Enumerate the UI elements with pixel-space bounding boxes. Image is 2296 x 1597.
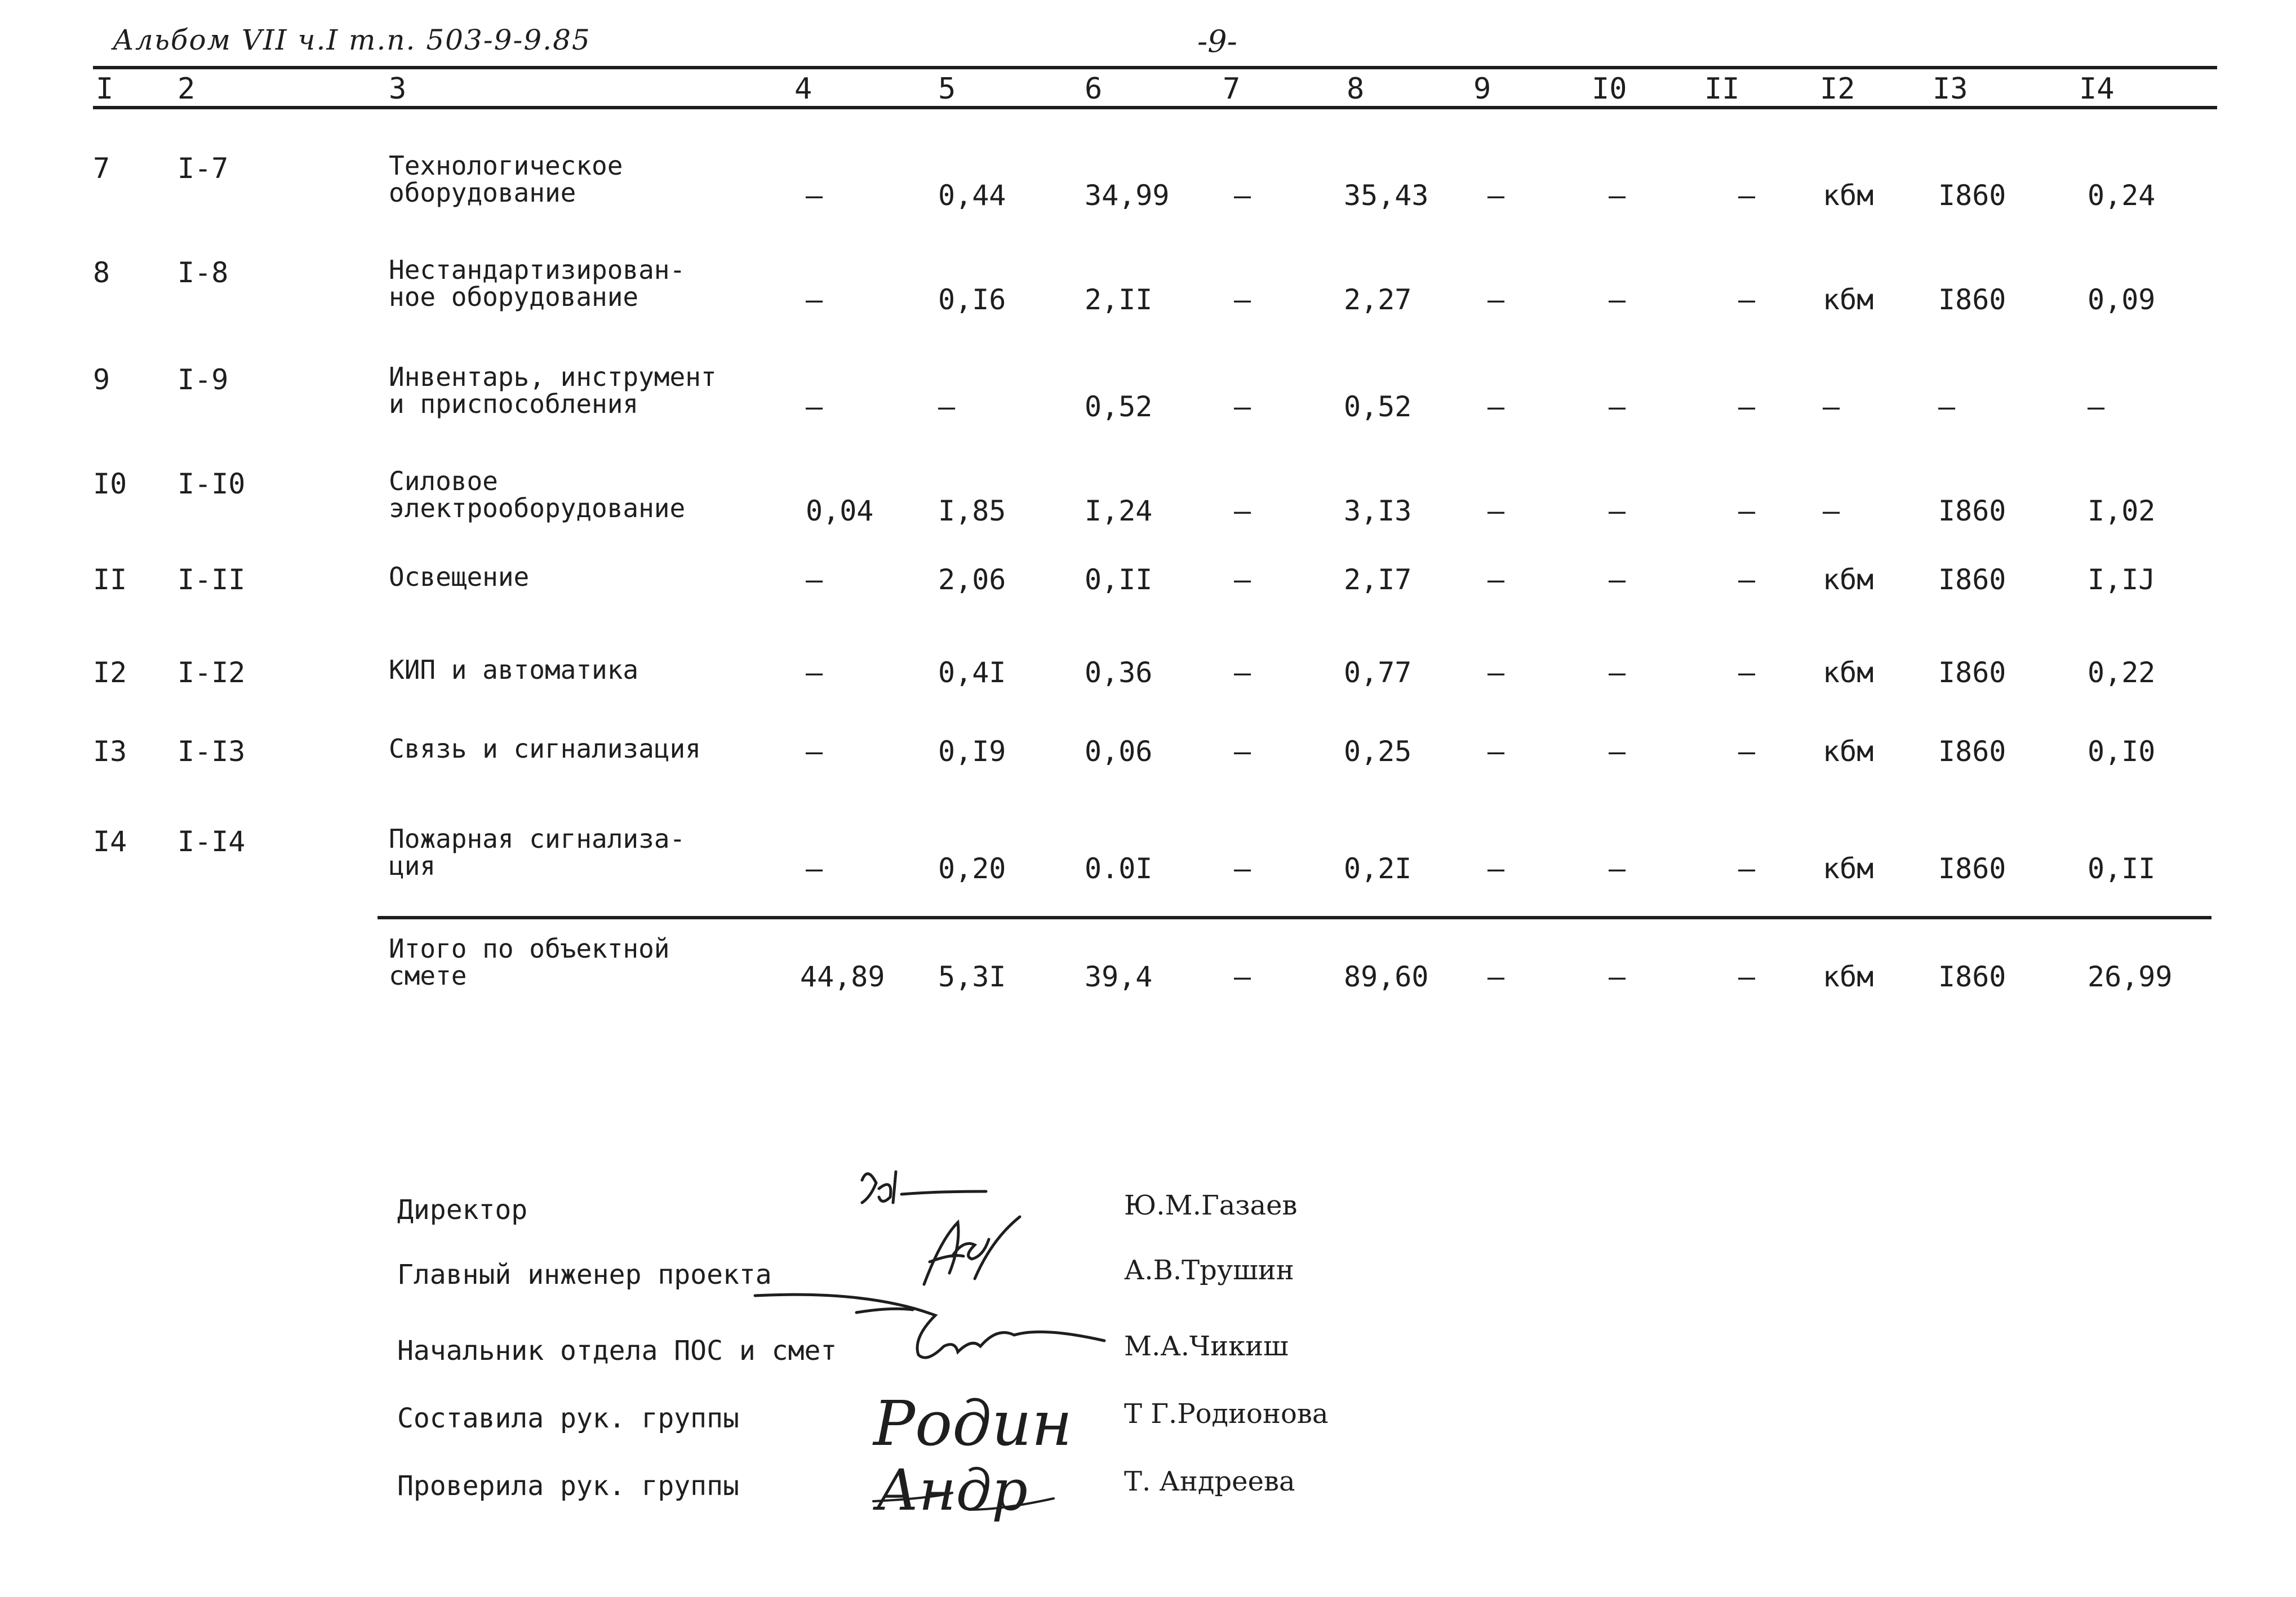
row-value-c9: – [1487,495,1505,527]
row-number: I4 [93,825,127,858]
row-code: I-I0 [177,468,246,500]
row-value-c8: 0,52 [1344,390,1412,423]
row-value-c8: 2,I7 [1344,563,1412,596]
row-value-c5: 0,I9 [938,735,1006,768]
row-value-c13: I860 [1938,495,2006,527]
total-value-c6: 39,4 [1085,960,1153,993]
row-value-c10: – [1609,852,1626,885]
row-value-c4: – [806,852,823,885]
total-value-c12: кбм [1823,960,1874,993]
row-value-c5: 2,06 [938,563,1006,596]
row-value-c7: – [1234,656,1251,689]
signature-dept-head [755,1294,1104,1358]
column-header-8: 8 [1347,72,1365,106]
signature-title: Проверила рук. группы [397,1470,739,1502]
row-value-c12: – [1823,495,1840,527]
row-code: I-8 [177,256,229,289]
column-header-9: 9 [1473,72,1491,106]
signature-name: М.А.Чикиш [1124,1331,1289,1362]
row-value-c4: 0,04 [806,495,874,527]
row-value-c12: кбм [1823,735,1874,768]
row-value-c9: – [1487,390,1505,423]
row-value-c12: кбм [1823,656,1874,689]
column-header-1: I [96,72,114,106]
signature-name: Т Г.Родионова [1124,1398,1329,1430]
row-value-c6: 0,52 [1085,390,1153,423]
row-value-c13: I860 [1938,283,2006,316]
total-value-c11: – [1738,960,1756,993]
row-number: 8 [93,256,110,289]
row-value-c9: – [1487,283,1505,316]
row-value-c13: I860 [1938,852,2006,885]
column-header-6: 6 [1085,72,1103,106]
row-number: I3 [93,735,127,768]
row-value-c11: – [1738,852,1756,885]
row-description-line: ное оборудование [389,282,639,312]
row-number: 9 [93,363,110,396]
row-code: I-I3 [177,735,246,768]
signature-title: Главный инженер проекта [397,1259,772,1291]
row-value-c10: – [1609,283,1626,316]
signature-andreeva: Андр [876,1457,1028,1523]
column-header-2: 2 [177,72,196,106]
row-value-c12: кбм [1823,283,1874,316]
row-code: I-7 [177,152,229,185]
row-value-c4: – [806,563,823,596]
row-value-c5: I,85 [938,495,1006,527]
row-value-c4: – [806,735,823,768]
signature-title: Составила рук. группы [397,1403,739,1434]
album-reference: Альбом VII ч.I т.п. 503-9-9.85 [113,24,591,56]
total-value-c5: 5,3I [938,960,1006,993]
row-value-c14: 0,09 [2088,283,2156,316]
row-value-c14: I,02 [2088,495,2156,527]
row-description-line: Инвентарь, инструмент [389,362,717,392]
signature-rodionova: Родин [873,1387,1073,1460]
row-value-c11: – [1738,563,1756,596]
row-number: I2 [93,656,127,689]
total-value-c9: – [1487,960,1505,993]
row-value-c8: 0,77 [1344,656,1412,689]
row-value-c6: 0,II [1085,563,1153,596]
row-value-c11: – [1738,390,1756,423]
row-value-c10: – [1609,495,1626,527]
row-value-c11: – [1738,656,1756,689]
signature-name: А.В.Трушин [1124,1255,1294,1286]
signature-name: Т. Андреева [1124,1466,1295,1497]
row-value-c12: кбм [1823,179,1874,212]
row-value-c14: 0,II [2088,852,2156,885]
row-value-c13: I860 [1938,563,2006,596]
row-value-c5: 0,20 [938,852,1006,885]
row-description-line: Связь и сигнализация [389,733,701,764]
row-value-c6: I,24 [1085,495,1153,527]
row-value-c9: – [1487,179,1505,212]
row-value-c8: 3,I3 [1344,495,1412,527]
row-value-c10: – [1609,563,1626,596]
row-code: I-II [177,563,246,596]
row-value-c8: 0,25 [1344,735,1412,768]
row-description-line: Освещение [389,562,530,592]
row-value-c7: – [1234,852,1251,885]
row-value-c14: 0,I0 [2088,735,2156,768]
column-header-14: I4 [2079,72,2115,106]
row-number: I0 [93,468,127,500]
row-code: I-9 [177,363,229,396]
row-description-line: КИП и автоматика [389,655,639,685]
row-value-c11: – [1738,283,1756,316]
row-value-c4: – [806,390,823,423]
row-value-c9: – [1487,656,1505,689]
row-value-c4: – [806,179,823,212]
row-value-c8: 2,27 [1344,283,1412,316]
row-value-c13: – [1938,390,1956,423]
row-value-c14: I,IJ [2088,563,2156,596]
row-description-line: Нестандартизирован- [389,255,686,285]
row-value-c10: – [1609,735,1626,768]
signature-title: Директор [397,1194,528,1226]
row-value-c6: 0,06 [1085,735,1153,768]
signature-chief-engineer [924,1217,1020,1284]
total-value-c7: – [1234,960,1251,993]
row-value-c7: – [1234,390,1251,423]
row-value-c7: – [1234,495,1251,527]
row-value-c13: I860 [1938,656,2006,689]
row-value-c6: 34,99 [1085,179,1170,212]
signature-director [862,1172,986,1203]
row-code: I-I4 [177,825,246,858]
row-value-c5: – [938,390,956,423]
row-value-c13: I860 [1938,179,2006,212]
row-description-line: Технологическое [389,150,623,181]
total-description-line: Итого по объектной [389,933,670,964]
row-value-c6: 2,II [1085,283,1153,316]
row-value-c4: – [806,283,823,316]
column-header-3: 3 [389,72,407,106]
row-value-c5: 0,I6 [938,283,1006,316]
row-description-line: оборудование [389,177,576,208]
total-value-c14: 26,99 [2088,960,2173,993]
row-code: I-I2 [177,656,246,689]
row-value-c8: 0,2I [1344,852,1412,885]
page-number: -9- [1197,24,1237,59]
row-value-c9: – [1487,852,1505,885]
total-value-c10: – [1609,960,1626,993]
column-header-13: I3 [1933,72,1968,106]
row-value-c11: – [1738,179,1756,212]
row-value-c12: кбм [1823,852,1874,885]
row-description-line: и приспособления [389,389,639,419]
row-description-line: ция [389,851,436,881]
row-value-c9: – [1487,563,1505,596]
row-value-c5: 0,44 [938,179,1006,212]
total-description-line: смете [389,960,467,991]
row-value-c6: 0,36 [1085,656,1153,689]
column-header-4: 4 [794,72,812,106]
row-value-c7: – [1234,735,1251,768]
column-header-10: I0 [1592,72,1627,106]
row-value-c10: – [1609,179,1626,212]
row-value-c10: – [1609,656,1626,689]
column-header-7: 7 [1223,72,1241,106]
row-value-c5: 0,4I [938,656,1006,689]
row-value-c12: кбм [1823,563,1874,596]
row-value-c13: I860 [1938,735,2006,768]
row-value-c14: 0,24 [2088,179,2156,212]
total-value-c4: 44,89 [800,960,885,993]
column-header-12: I2 [1820,72,1855,106]
signature-name: Ю.М.Газаев [1124,1190,1298,1221]
row-value-c14: – [2088,390,2105,423]
row-value-c6: 0.0I [1085,852,1153,885]
row-value-c12: – [1823,390,1840,423]
row-value-c10: – [1609,390,1626,423]
row-number: 7 [93,152,110,185]
row-number: II [93,563,127,596]
row-value-c4: – [806,656,823,689]
row-description-line: Пожарная сигнализа- [389,824,686,854]
row-value-c7: – [1234,283,1251,316]
total-value-c8: 89,60 [1344,960,1429,993]
column-header-11: II [1704,72,1740,106]
signature-title: Начальник отдела ПОС и смет [397,1335,837,1367]
total-value-c13: I860 [1938,960,2006,993]
row-value-c8: 35,43 [1344,179,1429,212]
row-value-c7: – [1234,179,1251,212]
row-value-c9: – [1487,735,1505,768]
row-description-line: Силовое [389,466,498,496]
row-description-line: электрооборудование [389,493,686,523]
row-value-c14: 0,22 [2088,656,2156,689]
row-value-c11: – [1738,495,1756,527]
column-header-5: 5 [938,72,956,106]
row-value-c11: – [1738,735,1756,768]
row-value-c7: – [1234,563,1251,596]
